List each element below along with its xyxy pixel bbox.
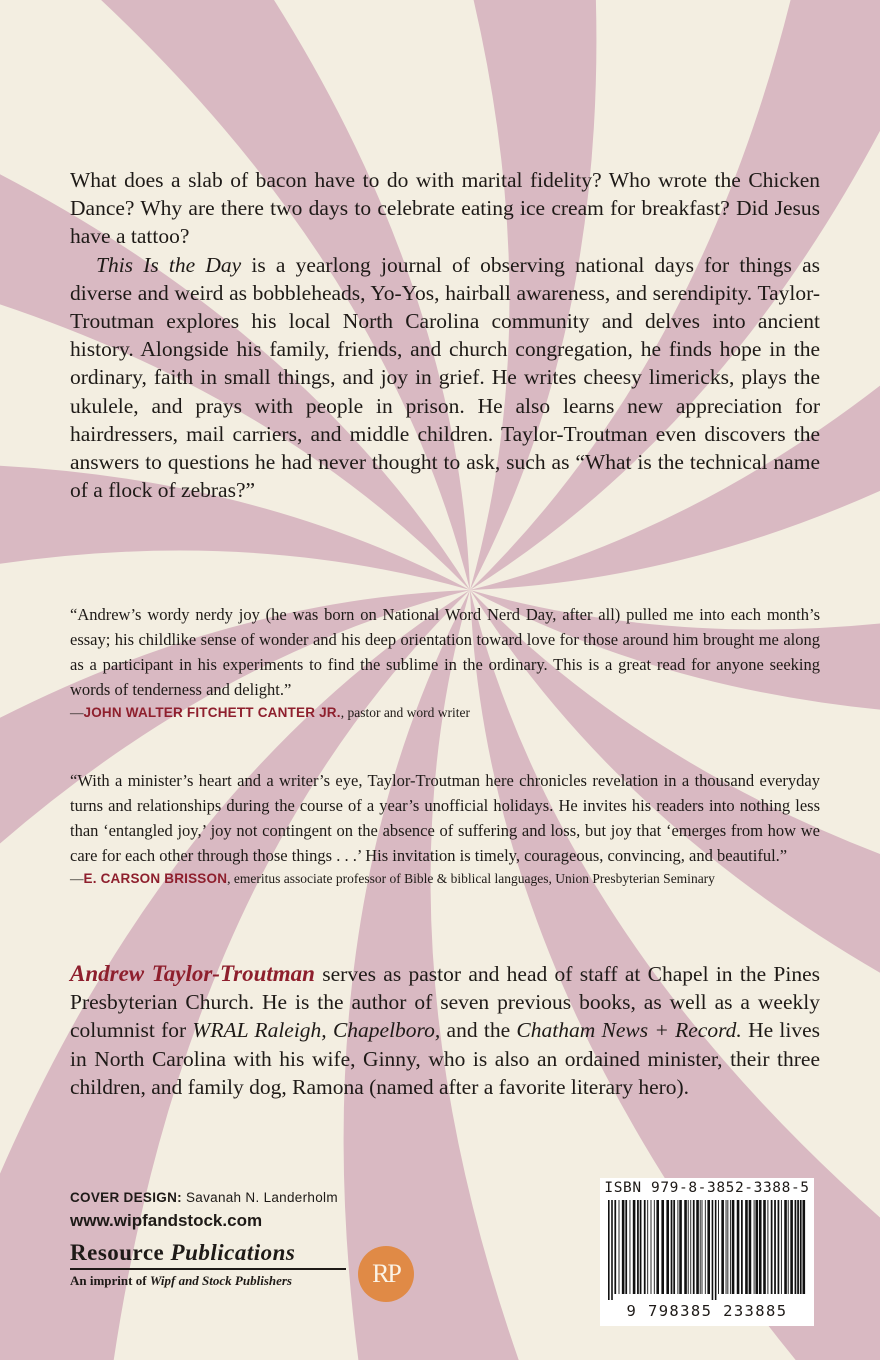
barcode-bar <box>688 1200 689 1294</box>
barcode-bar <box>614 1200 616 1294</box>
endorsement-attribution <box>70 868 820 890</box>
barcode-bar <box>727 1200 728 1294</box>
barcode-bar <box>693 1200 695 1294</box>
barcode-bars <box>606 1200 808 1300</box>
barcode-bar <box>771 1200 773 1294</box>
parent-publisher: Wipf and Stock Publishers <box>149 1272 292 1288</box>
barcode-bar <box>677 1200 678 1294</box>
barcode-bar <box>803 1200 806 1294</box>
barcode-bar <box>745 1200 748 1294</box>
endorsement-text: “With a minister’s heart and a writer’s eye, Taylor-Troutman here chronicles revelation in a thousand everyday turns and relationships during the course of a year’s unofficial holidays. He invites his readers into nothing less than ‘entangled joy,’ joy not contingent on the absence of suffering and loss, but joy that ‘emerges from how we care for each other through those things . . .’ His invitation is timely, courageous, convincing, and beautiful.” <box>70 771 820 865</box>
barcode-bar <box>666 1200 669 1294</box>
barcode-bar <box>763 1200 766 1294</box>
barcode-bar <box>608 1200 610 1300</box>
bio-text-2: and the <box>440 1018 517 1043</box>
barcode-bar <box>690 1200 691 1294</box>
bio-text-1: serves as pastor and head of staff at Chapel in the Pines Presbyterian Church. He is the author of seven previous books, as well as a weekly columnist for <box>70 962 821 1043</box>
publisher-name-part-2: Publications <box>170 1240 296 1265</box>
attribution-dash: — <box>70 705 84 720</box>
barcode-bar <box>749 1200 752 1294</box>
cover-design-credit <box>70 1190 338 1205</box>
publisher-divider <box>70 1268 346 1270</box>
barcode-bar <box>721 1200 724 1294</box>
bio-publication-2: Chatham News + Record. <box>516 1018 742 1043</box>
barcode-bar <box>730 1200 731 1294</box>
barcode-bar <box>755 1200 758 1294</box>
barcode-bar <box>707 1200 710 1294</box>
barcode-bar <box>625 1200 627 1294</box>
barcode-bar <box>788 1200 789 1294</box>
bio-publication-1: WRAL Raleigh, Chapelboro, <box>192 1018 441 1043</box>
barcode-bar <box>781 1200 782 1294</box>
attribution-dash: — <box>70 871 84 886</box>
barcode-bar <box>795 1200 797 1294</box>
cover-design-label: COVER DESIGN: <box>70 1190 182 1205</box>
endorsement-1 <box>70 602 820 724</box>
barcode-bar <box>726 1200 727 1294</box>
barcode-bar <box>718 1200 719 1294</box>
barcode-bar <box>702 1200 703 1294</box>
cover-designer: Savanah N. Landerholm <box>181 1190 338 1205</box>
endorser-role: , pastor and word writer <box>340 705 471 720</box>
barcode-bar <box>797 1200 799 1294</box>
barcode-bar <box>651 1200 652 1294</box>
book-title: This Is the Day <box>96 252 242 277</box>
barcode-bar <box>647 1200 648 1294</box>
barcode-bar <box>637 1200 639 1294</box>
barcode-bar <box>800 1200 802 1294</box>
barcode-bar <box>759 1200 762 1294</box>
barcode-bar <box>679 1200 682 1294</box>
barcode-bar <box>611 1200 613 1300</box>
barcode-bar <box>741 1200 743 1294</box>
endorsement-attribution <box>70 702 820 724</box>
barcode-bar <box>661 1200 664 1294</box>
blurb-paragraph-1: What does a slab of bacon have to do with marital fidelity? Who wrote the Chicken Dance? Why are there two days to celebrate eating ice cream for breakfast? Did Jesus have a tattoo? <box>70 168 820 249</box>
endorser-name: E. CARSON BRISSON <box>83 871 228 886</box>
publisher-imprint <box>70 1240 420 1289</box>
barcode-bar <box>633 1200 636 1294</box>
isbn-barcode <box>600 1178 814 1326</box>
isbn-text: ISBN 979-8-3852-3388-5 <box>604 1180 810 1196</box>
imprint-prefix: An imprint of <box>70 1272 150 1288</box>
publisher-name-part-1: Resource <box>70 1240 171 1265</box>
endorsement-text: “Andrew’s wordy nerdy joy (he was born on National Word Nerd Day, after all) pulled me into each month’s essay; his childlike sense of wonder and his deep orientation toward love for those around him brought me along as a participant in his experiments to find the sublime in the ordinary. This is a great read for anyone seeking words of tenderness and delight.” <box>70 605 820 699</box>
barcode-bar <box>619 1200 620 1294</box>
barcode-bar <box>673 1200 675 1294</box>
barcode-bar <box>700 1200 701 1294</box>
barcode-bar <box>644 1200 646 1294</box>
barcode-bar <box>754 1200 755 1294</box>
barcode-bar <box>705 1200 706 1294</box>
rp-logo-icon: RP <box>358 1246 414 1302</box>
barcode-bar <box>784 1200 787 1294</box>
barcode-bar <box>622 1200 625 1294</box>
back-cover-blurb <box>70 166 820 504</box>
barcode-bar <box>737 1200 740 1294</box>
barcode-digits: 9 798385 233885 <box>626 1302 788 1320</box>
barcode-bar <box>696 1200 699 1294</box>
author-name: Andrew Taylor-Troutman <box>70 961 315 986</box>
blurb-paragraph-2 <box>70 251 820 505</box>
author-bio <box>70 960 820 1101</box>
barcode-bar <box>671 1200 673 1294</box>
barcode-bar <box>774 1200 776 1294</box>
endorsement-2 <box>70 768 820 890</box>
endorser-role: , emeritus associate professor of Bible & biblical languages, Union Presbyterian Seminary <box>227 871 715 886</box>
barcode-bar <box>732 1200 735 1294</box>
barcode-bar <box>656 1200 659 1294</box>
barcode-bar <box>684 1200 687 1294</box>
barcode-bar <box>654 1200 655 1294</box>
endorser-name: JOHN WALTER FITCHETT CANTER JR. <box>83 705 341 720</box>
publisher-url[interactable]: www.wipfandstock.com <box>70 1211 263 1230</box>
blurb-paragraph-2-text: is a yearlong journal of observing national days for things as diverse and weird as bobbleheads, Yo-Yos, hairball awareness, and serendipity. Taylor-Troutman explores his local North Carolina community and delves into ancient history. Alongside his family, friends, and church congregation, he finds hope in the ordinary, faith in small things, and joy in grief. He writes cheesy limericks, plays the ukulele, and prays with people in prison. He also learns new appreciation for hairdressers, mail carriers, and middle children. Taylor-Troutman even discovers the answers to questions he had never thought to ask, such as “What is the technical name of a flock of zebras?” <box>70 252 820 503</box>
credits <box>70 1190 338 1231</box>
barcode-bar <box>778 1200 780 1294</box>
barcode-bar <box>790 1200 793 1294</box>
barcode-bar <box>630 1200 631 1294</box>
barcode-bar <box>767 1200 768 1294</box>
barcode-bar <box>640 1200 642 1294</box>
barcode-bar <box>715 1200 717 1300</box>
bio-text-3: He lives in North Carolina with his wife, Ginny, who is also an ordained minister, their three children, and family dog, Ramona (named after a favorite literary hero). <box>70 1018 821 1099</box>
barcode-bar <box>712 1200 714 1300</box>
